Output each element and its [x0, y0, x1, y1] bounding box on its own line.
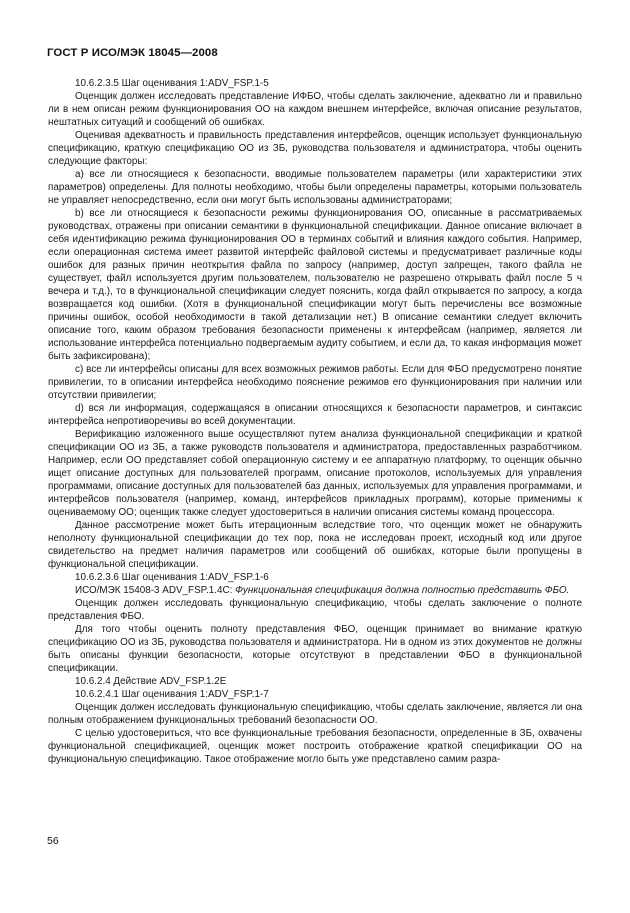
section-heading: 10.6.2.3.6 Шаг оценивания 1:ADV_FSP.1-6: [75, 572, 269, 583]
paragraph: Верификацию изложенного выше осуществляют путем анализа функциональной спецификации и краткой спецификации ОО из ЗБ, а также руководств пользователя и администратора, предоставленных разработчиком. Например, если ОО представляет собой операционную систему и ее аппаратную платформу, то оценщик обычно ищет описание доступных для пользователей программ, описание протоколов, используемых для управления программами, описание доступных для пользователей баз данных, используемых для управления программами, и интерфейсов пользователя (например, команд, интерфейсов прикладных программ), которые применимы к оцениваемому ОО; оценщик также следует удостовериться в наличии описания системы команд процессора.: [48, 429, 582, 518]
document-body: [48, 77, 582, 766]
paragraph: Данное рассмотрение может быть итерационным вследствие того, что оценщик может не обнаружить неполноту функциональной спецификации до тех пор, пока не исследован проект, исходный код или другое свидетельство на предмет наличия параметров или сообщений об ошибках, которые были пропущены в функциональной спецификации.: [48, 520, 582, 570]
list-item-b: b) все ли относящиеся к безопасности режимы функционирования ОО, описанные в рассматриваемых руководствах, отражены при описании семантики в функциональной спецификации. Данное описание включает в себя идентификацию режима функционирования ОО в терминах событий и влияния каждого события. Например, если операционная система имеет развитой интерфейс файловой системы и предусматривает различные коды ошибок для разных причин неоткрытия файла по запросу (например, доступ запрещен, такого файла не существует, файл используется другим пользователем, пользователю не разрешено открывать файл после 5 ч вечера и т.д.), то в функциональной спецификации следует пояснить, когда файл открывается по запросу, а когда возвращается код ошибки. (Хотя в функциональной спецификации могут быть перечислены все возможные причины ошибок, особой необходимости в такой детализации нет.) В описание семантики следует включить описание того, каким образом требования безопасности применены к интерфейсам (например, является ли использование интерфейса потенциально подвергаемым аудиту событием, и если да, то какая информация может быть зафиксирована);: [48, 208, 582, 362]
paragraph: Оценщик должен исследовать функциональную спецификацию, чтобы сделать заключение о полноте представления ФБО.: [48, 598, 582, 622]
list-item-a: a) все ли относящиеся к безопасности, вводимые пользователем параметры (или характеристики этих параметров) определены. Для полноты необходимо, чтобы были определены параметры, которыми пользователь не управляет непосредственно, если они могут быть использованы администраторами;: [48, 169, 582, 206]
list-item-d: d) вся ли информация, содержащаяся в описании относящихся к безопасности параметров, и синтаксис интерфейса непротиворечивы во всей документации.: [48, 403, 582, 427]
requirement-ref: ИСО/МЭК 15408-3 ADV_FSP.1.4C:: [75, 585, 236, 596]
paragraph: Для того чтобы оценить полноту представления ФБО, оценщик принимает во внимание краткую спецификацию ОО из ЗБ, руководства пользователя и администратора. Ни в одном из этих документов не должны быть описаны функции безопасности, которые отсутствуют в представлении ФБО в функциональной спецификации.: [48, 624, 582, 674]
paragraph: С целью удостовериться, что все функциональные требования безопасности, определенные в ЗБ, охвачены функциональной спецификацией, оценщик может построить отображение краткой спецификации ОО на функциональную спецификацию. Такое отображение могло быть уже представлено самим разра-: [48, 728, 582, 765]
section-heading: 10.6.2.4.1 Шаг оценивания 1:ADV_FSP.1-7: [75, 689, 269, 700]
list-item-c: c) все ли интерфейсы описаны для всех возможных режимов работы. Если для ФБО предусмотрено понятие привилегии, то в описании интерфейса необходимо пояснение режимов его функционирования при наличии или отсутствии привилегии;: [48, 364, 582, 401]
section-heading: 10.6.2.3.5 Шаг оценивания 1:ADV_FSP.1-5: [75, 78, 269, 89]
paragraph: Оценивая адекватность и правильность представления интерфейсов, оценщик использует функциональную спецификацию, краткую спецификацию ОО из ЗБ, руководства пользователя и администратора, чтобы оценить следующие факторы:: [48, 130, 582, 167]
requirement-text: Функциональная спецификация должна полностью представить ФБО.: [235, 585, 570, 596]
section-heading: 10.6.2.4 Действие ADV_FSP.1.2E: [75, 676, 227, 687]
page-number: 56: [47, 835, 59, 847]
paragraph: Оценщик должен исследовать функциональную спецификацию, чтобы сделать заключение, является ли она полным отображением функциональных требований безопасности ОО.: [48, 702, 582, 726]
document-header: ГОСТ Р ИСО/МЭК 18045—2008: [47, 47, 218, 59]
paragraph: Оценщик должен исследовать представление ИФБО, чтобы сделать заключение, адекватно ли и правильно ли в нем описан режим функционирования ОО на каждом внешнем интерфейсе, включая описание результатов, нештатных ситуаций и сообщений об ошибках.: [48, 91, 582, 128]
requirement-paragraph: [48, 584, 582, 597]
